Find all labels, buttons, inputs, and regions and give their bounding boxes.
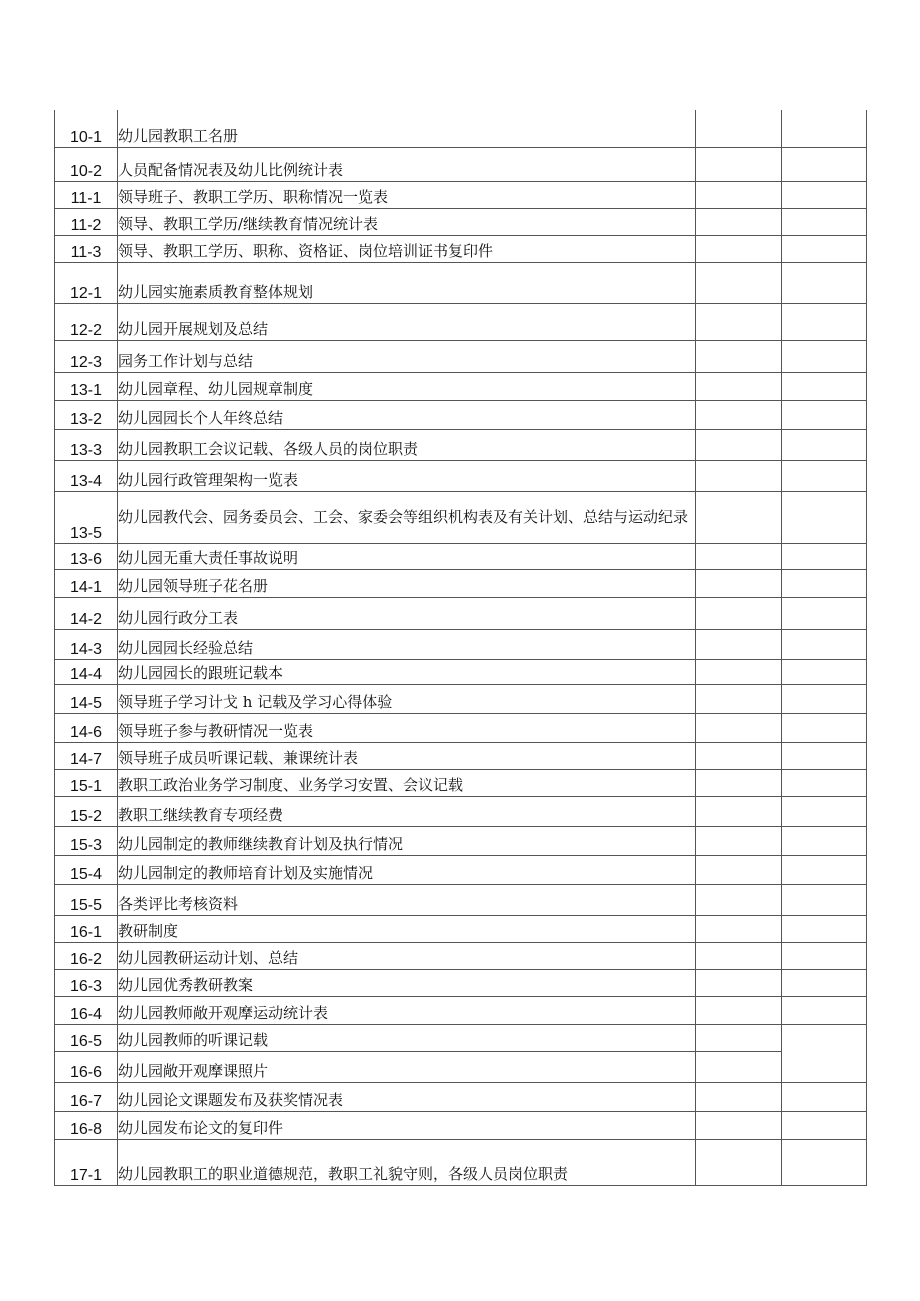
blank-cell-a [696,400,782,429]
blank-cell-b [782,597,867,629]
item-code: 10-1 [55,110,118,147]
table-row [55,340,867,372]
item-description: 人员配备情况表及幼儿比例统计表 [118,147,696,181]
item-description: 领导班子、教职工学历、职称情况一览表 [118,181,696,208]
blank-cell-b [782,1139,867,1185]
blank-cell-a [696,262,782,303]
blank-cell-b [782,340,867,372]
archive-list-body [55,110,867,1185]
table-row [55,629,867,659]
table-row [55,569,867,597]
item-code: 14-6 [55,713,118,742]
blank-cell-a [696,1024,782,1051]
blank-cell-b [782,884,867,915]
blank-cell-a [696,491,782,543]
item-description: 幼儿园园长的跟班记载本 [118,659,696,684]
item-code: 12-3 [55,340,118,372]
blank-cell-b [782,855,867,884]
item-description: 幼儿园行政分工表 [118,597,696,629]
item-code: 14-7 [55,742,118,769]
blank-cell-b [782,543,867,569]
blank-cell-b [782,915,867,942]
blank-cell-b [782,235,867,262]
blank-cell-a [696,235,782,262]
item-description: 幼儿园领导班子花名册 [118,569,696,597]
item-description: 领导、教职工学历、职称、资格证、岗位培训证书复印件 [118,235,696,262]
table-row [55,1024,867,1051]
item-description: 教职工继续教育专项经费 [118,796,696,826]
item-code: 16-1 [55,915,118,942]
item-description: 幼儿园敞开观摩课照片 [118,1051,696,1082]
blank-cell-a [696,340,782,372]
blank-cell-b [782,996,867,1024]
item-code: 16-5 [55,1024,118,1051]
table-row [55,915,867,942]
blank-cell-b [782,769,867,796]
table-row [55,684,867,713]
table-row [55,235,867,262]
item-code: 14-5 [55,684,118,713]
table-row [55,460,867,491]
blank-cell-a [696,826,782,855]
table-row [55,855,867,884]
item-code: 16-2 [55,942,118,969]
item-code: 12-1 [55,262,118,303]
blank-cell-a [696,742,782,769]
blank-cell-a [696,1082,782,1111]
item-code: 14-2 [55,597,118,629]
blank-cell-a [696,884,782,915]
item-code: 13-2 [55,400,118,429]
item-description: 幼儿园实施素质教育整体规划 [118,262,696,303]
item-description: 园务工作计划与总结 [118,340,696,372]
blank-cell-a [696,796,782,826]
blank-cell-b [782,400,867,429]
table-row [55,1139,867,1185]
table-row [55,996,867,1024]
item-code: 16-8 [55,1111,118,1139]
item-description: 教研制度 [118,915,696,942]
blank-cell-a [696,996,782,1024]
blank-cell-a [696,208,782,235]
blank-cell-b [782,110,867,147]
item-description: 幼儿园园长个人年终总结 [118,400,696,429]
item-code: 13-1 [55,372,118,400]
item-description: 领导班子学习计戈 h 记载及学习心得体验 [118,684,696,713]
item-description: 幼儿园优秀教研教案 [118,969,696,996]
item-description: 幼儿园制定的教师继续教育计划及执行情况 [118,826,696,855]
item-code: 14-3 [55,629,118,659]
item-code: 11-3 [55,235,118,262]
item-code: 10-2 [55,147,118,181]
blank-cell-b [782,1082,867,1111]
item-description: 幼儿园开展规划及总结 [118,303,696,340]
item-description: 领导、教职工学历/继续教育情况统计表 [118,208,696,235]
item-description: 幼儿园教代会、园务委员会、工会、家委会等组织机构表及有关计划、总结与运动纪录 [118,491,696,543]
blank-cell-b [782,303,867,340]
item-code: 17-1 [55,1139,118,1185]
blank-cell-a [696,769,782,796]
blank-cell-b [782,1024,867,1082]
item-description: 领导班子成员听课记载、兼课统计表 [118,742,696,769]
item-description: 幼儿园无重大责任事故说明 [118,543,696,569]
blank-cell-a [696,429,782,460]
table-row [55,969,867,996]
table-row [55,1111,867,1139]
item-description: 幼儿园章程、幼儿园规章制度 [118,372,696,400]
blank-cell-b [782,796,867,826]
item-description: 各类评比考核资料 [118,884,696,915]
blank-cell-b [782,942,867,969]
item-description: 幼儿园制定的教师培育计划及实施情况 [118,855,696,884]
table-row [55,181,867,208]
item-code: 15-4 [55,855,118,884]
table-row [55,1051,867,1082]
table-row [55,826,867,855]
blank-cell-a [696,543,782,569]
item-description: 幼儿园教职工的职业道德规范，教职工礼貌守则，各级人员岗位职责 [118,1139,696,1185]
item-description: 幼儿园园长经验总结 [118,629,696,659]
table-row [55,400,867,429]
blank-cell-a [696,659,782,684]
blank-cell-b [782,147,867,181]
blank-cell-b [782,1111,867,1139]
table-row [55,884,867,915]
item-description: 领导班子参与教研情况一览表 [118,713,696,742]
item-description: 幼儿园教职工会议记载、各级人员的岗位职责 [118,429,696,460]
item-code: 15-1 [55,769,118,796]
table-row [55,147,867,181]
item-code: 15-5 [55,884,118,915]
table-row [55,372,867,400]
blank-cell-a [696,684,782,713]
item-code: 13-4 [55,460,118,491]
item-code: 13-6 [55,543,118,569]
blank-cell-b [782,181,867,208]
table-row [55,1082,867,1111]
blank-cell-b [782,429,867,460]
table-row [55,769,867,796]
blank-cell-b [782,659,867,684]
blank-cell-b [782,569,867,597]
blank-cell-b [782,713,867,742]
blank-cell-b [782,969,867,996]
table-row [55,597,867,629]
blank-cell-a [696,1051,782,1082]
table-row [55,110,867,147]
blank-cell-a [696,181,782,208]
blank-cell-b [782,684,867,713]
item-code: 12-2 [55,303,118,340]
archive-list-table [54,110,867,1186]
item-description: 幼儿园教研运动计划、总结 [118,942,696,969]
table-row [55,208,867,235]
blank-cell-b [782,491,867,543]
blank-cell-a [696,915,782,942]
item-description: 幼儿园发布论文的复印件 [118,1111,696,1139]
blank-cell-a [696,942,782,969]
item-description: 幼儿园教师敞开观摩运动统计表 [118,996,696,1024]
blank-cell-a [696,969,782,996]
blank-cell-b [782,826,867,855]
blank-cell-a [696,1139,782,1185]
blank-cell-b [782,629,867,659]
blank-cell-a [696,372,782,400]
table-row [55,713,867,742]
blank-cell-a [696,1111,782,1139]
item-description: 教职工政治业务学习制度、业务学习安置、会议记载 [118,769,696,796]
item-code: 13-3 [55,429,118,460]
table-row [55,742,867,769]
blank-cell-a [696,713,782,742]
item-description: 幼儿园行政管理架构一览表 [118,460,696,491]
item-description: 幼儿园教师的听课记载 [118,1024,696,1051]
table-row [55,303,867,340]
blank-cell-b [782,742,867,769]
table-row [55,491,867,543]
blank-cell-b [782,372,867,400]
table-row [55,262,867,303]
item-code: 16-3 [55,969,118,996]
blank-cell-b [782,460,867,491]
item-code: 11-1 [55,181,118,208]
blank-cell-b [782,262,867,303]
item-code: 14-4 [55,659,118,684]
blank-cell-b [782,208,867,235]
table-row [55,543,867,569]
blank-cell-a [696,569,782,597]
blank-cell-a [696,460,782,491]
table-row [55,429,867,460]
table-row [55,942,867,969]
item-code: 16-4 [55,996,118,1024]
blank-cell-a [696,303,782,340]
table-row [55,796,867,826]
blank-cell-a [696,597,782,629]
item-code: 16-7 [55,1082,118,1111]
blank-cell-a [696,110,782,147]
item-code: 14-1 [55,569,118,597]
item-description: 幼儿园教职工名册 [118,110,696,147]
blank-cell-a [696,855,782,884]
item-code: 11-2 [55,208,118,235]
item-code: 13-5 [55,491,118,543]
item-code: 16-6 [55,1051,118,1082]
blank-cell-a [696,147,782,181]
blank-cell-a [696,629,782,659]
table-row [55,659,867,684]
item-description: 幼儿园论文课题发布及获奖情况表 [118,1082,696,1111]
item-code: 15-2 [55,796,118,826]
item-code: 15-3 [55,826,118,855]
